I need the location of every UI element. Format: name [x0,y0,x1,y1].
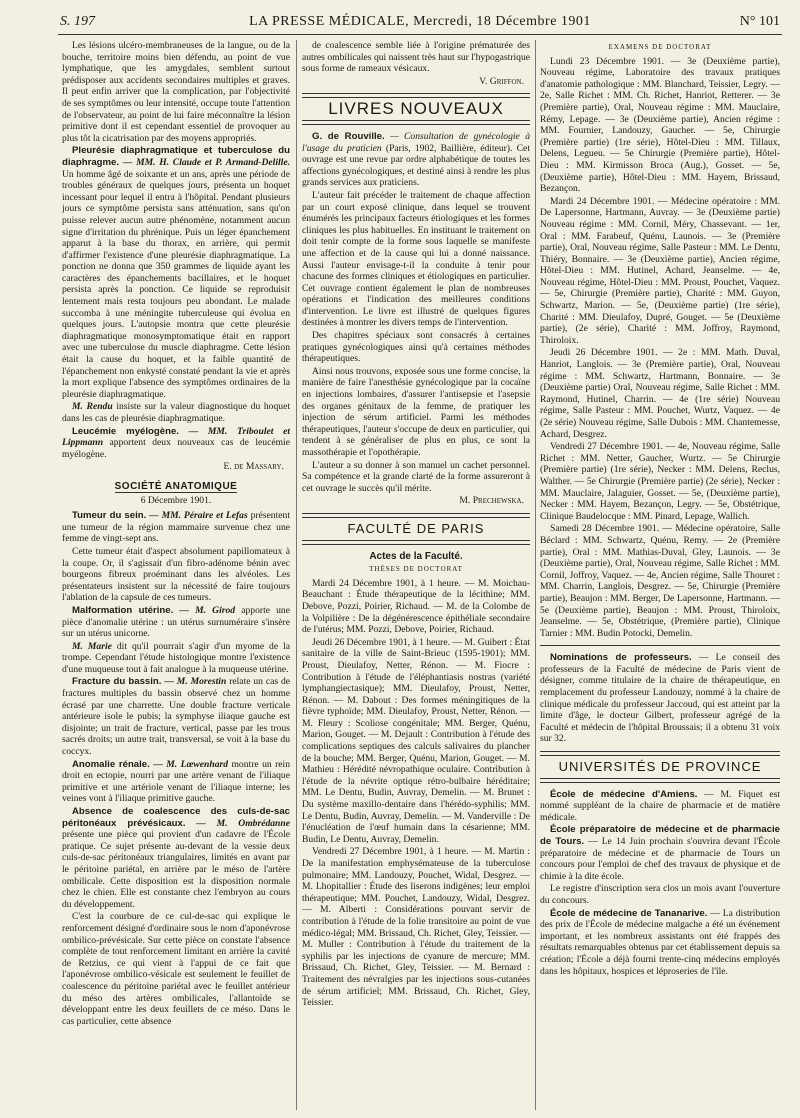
paragraph: Les lésions ulcéro-membraneuses de la langue, ou de la bouche, territoire moins bien défendu, au point de vue lymphatique, que les amygdales, semblent surtout prédisposer aux accidents secondaires multiples et graves. Il peut enfin arriver que la complication, par l'objectivité de ses symptômes ou leur intensité, occupe toute l'attention de l'observateur, au point de lui faire méconnaître la lésion primitive dont il est cependant essentiel de provoquer au plus tôt la cicatrisation par des moyens appropriés. [62,40,290,144]
paragraph: Malformation utérine. — M. Girod apporte une pièce d'anomalie utérine : un utérus surnuméraire s'insère sur un utérus unicorne. [62,604,290,640]
paragraph: Cette tumeur était d'aspect absolument papillomateux à la coupe. Or, il s'agissait d'un fibro-adénome bénin avec bourgeons fibreux proéminant dans les alvéoles. Les présentateurs insistent sur la nécessité de faire toujours l'ablation de la capsule de ces tumeurs. [62,545,290,604]
paragraph: Fracture du bassin. — M. Morestin relate un cas de fractures multiples du bassin observé chez un homme écrasé par une charrette. Une double fracture verticale antérieure isole le pubis; la symphyse iliaque gauche est disjointe; un trait de fracture, vertical, passe par les trous sacrés droits; un autre trait, transversal, se voit à la base du coccyx. [62,676,290,758]
page-number: S. 197 [60,14,95,29]
signature: V. Griffon. [479,75,524,87]
paragraph: Vendredi 27 Décembre 1901, à 1 heure. — M. Martin : De la manifestation emphysémateuse de la tuberculose pulmonaire; MM. Landouzy, Pouchet, Widal, Desgrez. — M. Lhopitallier : Étude des liserons indigènes; leur emploi thérapeutique; MM. Pouchet, Landouzy, Widal, Desgrez. — M. Alberti : Considérations pouvant servir de contribution à l'étude de la folie transitoire au point de vue médico-légal; MM. Brissaud, Ch. Richet, Gley, Teissier. — M. Muller : Contribution à l'étude du traitement de la syphilis par les injections de cyanure de mercure; MM. Brissaud, Ch. Richet, Gley, Teissier. — M. Bernard : Traitement des névralgies par les injections sous-cutanées de sérum artificiel; MM. Brissaud, Ch. Richet, Gley, Teissier. [302,846,530,1009]
section-banner [302,513,530,545]
section-title: UNIVERSITÉS DE PROVINCE [540,755,780,779]
paragraph: Des chapitres spéciaux sont consacrés à certaines pratiques gynécologiques ainsi qu'à certaines méthodes thérapeutiques. [302,330,530,365]
paragraph: Samedi 28 Décembre 1901. — Médecine opératoire, Salle Béclard : MM. Schwartz, Quénu, Remy. — 2e (Première partie), Oral : MM. Mathias-Duval, Gley, Launois. — 3e (Deuxième partie), Oral, Nouveau régime, Salle Richet : MM. Cornil, Joffroy, Vaquez. — 4e, Ancien régime, Salle Thouret : MM. Charrin, Langlois, Desgrez. — 5e, Chirurgie (Première partie), Beaujon : MM. Berger, De Lapersonne, Hartmann. — 5e (Deuxième partie), Beaujon : MM. Proust, Thiroloix, Jeanselme. — 5e, Obstétrique, (Première partie), Clinique Tarnier : MM. Budin Potocki, Demelin. [540,523,780,639]
signature: E. de Massary. [223,461,284,473]
paragraph: Nominations de professeurs. — Le conseil des professeurs de la Faculté de médecine de Paris vient de désigner, comme titulaire de la chaire de thérapeutique, en remplacement du professeur Landouzy, nommé à la chaire de clinique médicale du professeur Jaccoud, qui est atteint par la limite d'âge, le docteur Gilbert, professeur agrégé de la Faculté et médecin de l'hôpital Broussais; il a obtenu 31 voix sur 32. [540,652,780,745]
paragraph: Le registre d'inscription sera clos un mois avant l'ouverture du concours. [540,883,780,906]
issue-number: N° 101 [739,14,780,29]
paragraph: Mardi 24 Décembre 1901. — Médecine opératoire : MM. De Lapersonne, Hartmann, Auvray. — 3e (Deuxième partie) Nouveau régime : MM. Cornil, Méry, Chassevant. — 1er, Oral : MM. Farabeuf, Quénu, Launois. — 3e (Première partie), Oral, Nouveau régime, Salle Pasteur : MM. Le Dentu, Thiéry, Bonnaire. — 3e (Deuxième partie), Ancien régime, Hôtel-Dieu : MM. Hutinel, Achard, Jeanselme. — 4e, Nouveau régime, Hôtel-Dieu : MM. Proust, Pouchet, Vaquez. — 5e, Chirurgie (Première partie), Charité : MM. Guyon, Schwartz, Marion. — 5e, (Deuxième partie) (1re série), Charité : MM. Dieulafoy, Dupré, Gouget. — 5e (Deuxième partie), (2e série), Charité : MM. Joffroy, Raymond, Thiroloix. [540,195,780,346]
section-title: SOCIÉTÉ ANATOMIQUE [114,480,238,492]
paragraph: G. de Rouville. — Consultation de gynécologie à l'usage du praticien (Paris, 1902, Baillière, éditeur). Cet ouvrage est une revue par ordre alphabétique de toutes les affections gynécologiques, et destiné ainsi à rendre les plus grands services aux praticiens. [302,130,530,189]
signature: M. Prechewska. [459,495,524,507]
paragraph: Jeudi 26 Décembre 1901. — 2e : MM. Math. Duval, Hanriot, Langlois. — 3e (Première partie), Oral, Nouveau régime : MM. Schwartz, Hartmann, Bonnaire. — 3e (Deuxième partie) Oral, Nouveau régime, Salle Richet : MM. Raymond, Hutinel, Charrin. — 4e (1re série) Nouveau régime, Salle Pasteur : MM. Pouchet, Wurtz, Vaquez. — 4e (2e série) Nouveau régime, Salle Dubois : MM. Chantemesse, Achard, Desgrez. [540,347,780,440]
separator [540,645,780,646]
paragraph: de coalescence semble liée à l'origine prématurée des autres ombilicales qui naissent très haut sur l'hypogastrique sous forme de rameaux vésicaux. [302,40,530,75]
paragraph: École de médecine d'Amiens. — M. Fiquet est nommé suppléant de la chaire de pharmacie et de matière médicale. [540,788,780,823]
paragraph: Jeudi 26 Décembre 1901, à 1 heure. — M. Guibert : État sanitaire de la ville de Saint-Brieuc (1595-1901); MM. Proust, Dieulafoy, Netter, Rénon. — M. Fiocre : Contribution à l'étude de l'éléphantiasis nostras (variété lymphangiectasique); MM. Dieulafoy, Proust, Netter, Rénon. — M. Dabout : Des formes méningitiques de la fièvre typhoïde; MM. Dieulafoy, Proust, Netter, Rénon. — M. Fleury : Scoliose congénitale; MM. Berger, Quénu, Marion, Gouget. — M. Dejault : Contribution à l'étude des complications septiques des calculs salivaires du plancher de la bouche; MM. Berger, Quénu, Marion, Gouget. — M. Mathieu : Hérédité névropathique oculaire. Contribution à l'étude de la névrite optique rétro-bulbaire héréditaire; MM. Le Dentu, Budin, Auvray, Demelin. — M. Brunet : Du système maxillo-dentaire dans l'hérédo-syphilis; MM. Le Dentu, Budin, Auvray, Demelin. — M. Vanderville : De l'énucléation de l'œuf humain dans la césarienne; MM. Budin, Le Dentu, Auvray, Demelin. [302,636,530,845]
section-title: LIVRES NOUVEAUX [302,97,530,121]
column-divider [296,40,297,1110]
paragraph: Absence de coalescence des culs-de-sac péritonéaux prévésicaux. — M. Ombrédanne présente une pièce qui provient d'un cadavre de l'École pratique. Ce sujet présente au-devant de la vessie deux culs-de-sac péritonéaux triangulaires, limités en avant par le péritoine pariétal, en arrière par le méso de l'artère ombilicale. Cette disposition est la disposition normale chez le chien. Elle est constante chez l'embryon au cours du développement. [62,806,290,910]
paragraph: Mardi 24 Décembre 1901, à 1 heure. — M. Moichau-Beauchant : Étude thérapeutique de la lécithine; MM. Debove, Pozzi, Poirier, Richaud. — M. de la Colombe de la Volpilière : De la dégénérescence épithéliale secondaire de l'utérus; MM. Pozzi, Debove, Poirier, Richaud. [302,577,530,636]
section-date: 6 Décembre 1901. [140,494,212,506]
column-divider [535,40,536,1110]
paragraph: Pleurésie diaphragmatique et tuberculose du diaphragme. — MM. H. Claude et P. Armand-Delille. Un homme âgé de soixante et un ans, après une période de troubles généraux de quelques jours, présenta un hoquet incessant pour lequel il entra à l'hôpital. Pendant plusieurs jours ce symptôme persista sans atténuation, sans qu'on puisse relever aucun autre phénomène, notamment aucun signe d'irritation du phrénique. Puis un léger épanchement apparut à la base du thorax, en arrière, qui permit d'affirmer l'existence d'une pleurésie diaphragmatique. La ponction ne donna que 350 grammes de liquide ayant les caractères des épanchements bacillaires, et le hoquet persista après la ponction. Ce liquide se reproduisit lentement mais resta toujours peu abondant. Le malade succomba à une méningite tuberculeuse qui évolua en quelques jours. L'autopsie montra que cette pleurésie diaphragmatique monosymptomatique était en rapport avec une tuberculose du muscle diaphragme. Cette lésion était la cause du hoquet, et la faible quantité de l'épanchement non enkysté constaté pendant la vie et après la mort explique l'absence des symptômes ordinaires de la pleurésie diaphragmatique. [62,145,290,400]
page-header [60,10,780,34]
paragraph: M. Rendu insiste sur la valeur diagnostique du hoquet dans les cas de pleurésie diaphragmatique. [62,401,290,424]
paragraph: Ainsi nous trouvons, exposée sous une forme concise, la manière de faire l'anesthésie gynécologique par la cocaïne en injections lombaires, d'assurer l'antisepsie et l'asepsie des organes génitaux de la femme, de pratiquer les injection de sérum artificiel. Parmi les méthodes thérapeutiques, l'auteur s'occupe de deux en particulier, qui tendent à se généraliser de plus en plus, ce sont la massothérapie et l'opothérapie. [302,365,530,458]
paragraph: Tumeur du sein. — MM. Péraire et Lefas présentent une tumeur de la région mammaire survenue chez une femme de vingt-sept ans. [62,510,290,545]
paragraph: Vendredi 27 Décembre 1901. — 4e, Nouveau régime, Salle Richet : MM. Netter, Gaucher, Wurtz. — 5e Chirurgie (Première partie) (1re série), Necker : MM. Delens, Reclus, Walther. — 5e Chirurgie (Première partie) (2e série), Necker : MM. Mauclaire, Jalaguier, Gosset. — 5e, (Deuxième partie), Necker : MM. Hayem, Bezançon, Legry. — 5e, Obstétrique, Clinique Baudelocque : MM. Pinard, Lepage, Wallich. [540,441,780,522]
paragraph: Anomalie rénale. — M. Lœwenhard montre un rein droit en ectopie, nourri par une artère venant de l'iliaque primitive et une artériole venant de l'iliaque interne; les veines vont à l'iliaque primitive gauche. [62,758,290,805]
column-2 [302,40,530,1110]
header-rule [58,34,782,35]
paragraph: École préparatoire de médecine et de pharmacie de Tours. — Le 14 Juin prochain s'ouvrira devant l'École préparatoire de médecine et de pharmacie de Tours un concours pour l'emploi de chef des travaux de physique et de chimie à la dite école. [540,824,780,882]
paragraph: Lundi 23 Décembre 1901. — 3e (Deuxième partie), Nouveau régime, Laboratoire des travaux pratiques d'anatomie pathologique : MM. Blanchard, Teissier, Legry. — 2e, Salle Richet : MM. Ch. Richet, Hanriot, Retterer. — 3e (Première partie), Oral, Nouveau régime : MM. Mauclaire, Rémy, Lepage. — 3e (Deuxième partie), Ancien régime : MM. Fournier, Landouzy, Gaucher. — 5e, Chirurgie (Première partie) (1re série), Hôtel-Dieu : MM. Tillaux, Delens, Legueu. — 5e Chirurgie (Première partie), Hôtel-Dieu : MM. Kirmisson Broca (Aug.), Gosset. — 5e, (Deuxième partie), Hôtel-Dieu : MM. Hayem, Brissaud, Bezançon. [540,55,780,195]
column-3 [540,40,780,1110]
paragraph: M. Marie dit qu'il pourrait s'agir d'un myome de la trompe. Cependant l'étude histologique montre l'existence d'une muqueuse tout à fait analogue à la muqueuse utérine. [62,640,290,675]
paragraph: C'est la courbure de ce cul-de-sac qui explique le renforcement désigné d'ordinaire sous le nom d'aponévrose ombilico-prévésicale. Sur cette pièce on constate l'absence complète de tout renforcement limitant en arrière la cavité de Retzius, ce qui vient à l'appui de ce fait que l'aponévrose ombilico-vésicale est seulement le feuillet de coalescence du péritoine pariétal avec le feuillet antérieur du méso des artères ombilicales, l'allantoïde se développant entre les deux feuillets de ce méso. Dans le cas particulier, cette absence [62,911,290,1027]
subsection-label: THÈSES DE DOCTORAT [369,565,463,574]
section-banner [540,751,780,783]
paragraph: L'auteur fait précéder le traitement de chaque affection par un court exposé clinique, dans lequel se trouvent énumérés les principaux facteurs étiologiques et les formes cliniques les plus habituelles. En instituant le traitement on doit tenir compte de la forme sous laquelle se manifeste une affection et de la cause qui lui a donné naissance. Aussi l'auteur envisage-t-il la conduite à tenir pour chacune des formes cliniques et étiologiques en particulier. Cet ouvrage contient également le plan de nombreuses opérations et l'indication des meilleures conditions d'intervention. Le livre est illustré de quelques figures destinées à montrer les divers temps de l'intervention. [302,189,530,329]
section-title: FACULTÉ DE PARIS [302,517,530,541]
paragraph: École de médecine de Tananarive. — La distribution des prix de l'École de médecine malgache a été un événement important, et les nombreux assistants ont été frappés des résultats remarquables obtenus par cet établissement depuis sa création; l'École a déjà fourni trente-cinq médecins employés dans les hôpitaux, hospices et léproseries de l'île. [540,907,780,977]
subsection-title: Actes de la Faculté. [369,550,463,562]
section-banner [302,93,530,125]
column-1 [62,40,290,1110]
paragraph: Leucémie myélogène. — MM. Triboulet et Lippmann apportent deux nouveaux cas de leucémie myélogène. [62,425,290,460]
journal-title: LA PRESSE MÉDICALE, Mercredi, 18 Décembre 1901 [249,14,591,29]
subsection-label: EXAMENS DE DOCTORAT [608,43,712,51]
paragraph: L'auteur a su donner à son manuel un cachet personnel. Sa compétence et la grande clarté de la forme assureront à cet ouvrage le succès qu'il mérite. [302,459,530,494]
